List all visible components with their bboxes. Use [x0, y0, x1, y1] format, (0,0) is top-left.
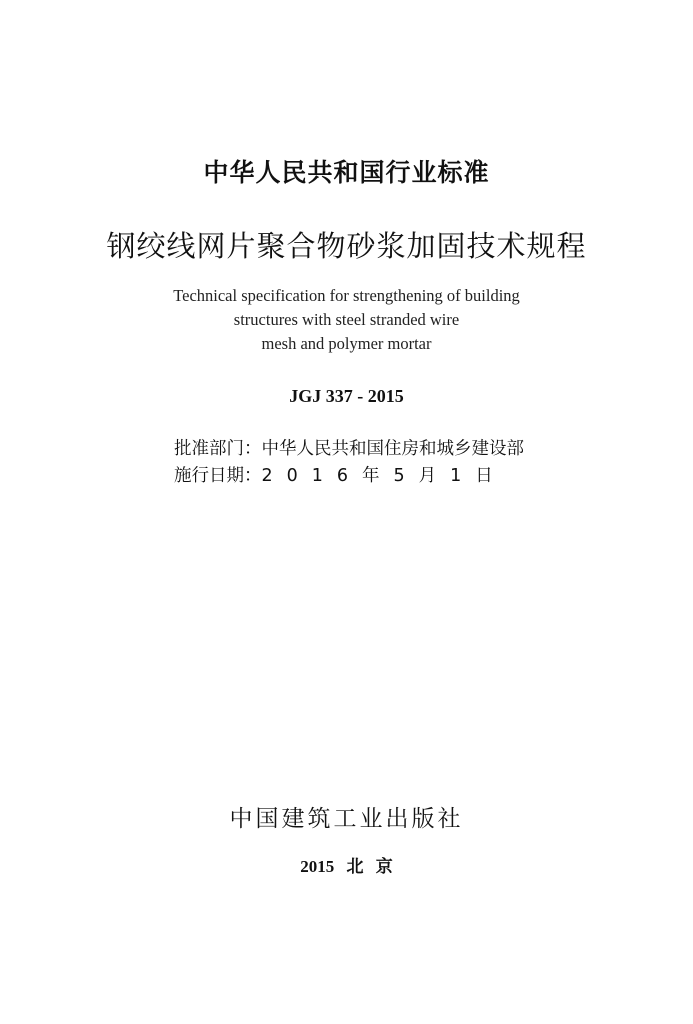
publish-place-year: 2015 北 京 — [300, 857, 393, 876]
english-title-line-3: mesh and polymer mortar — [261, 334, 432, 353]
standard-code: JGJ 337 - 2015 — [289, 386, 404, 406]
english-title — [0, 284, 693, 356]
approval-value: 中华人民共和国住房和城乡建设部 — [261, 439, 524, 459]
approval-department — [174, 435, 524, 460]
chinese-title: 钢绞线网片聚合物砂浆加固技术规程 — [106, 229, 587, 263]
english-title-line-2: structures with steel stranded wire — [233, 310, 460, 329]
effective-value: 2016年5月1日 — [261, 466, 507, 486]
publisher: 中国建筑工业出版社 — [229, 806, 464, 832]
effective-date — [174, 462, 507, 487]
english-title-line-1: Technical specification for strengthening of building — [173, 286, 520, 305]
approval-label: 批准部门： — [174, 439, 262, 459]
standard-type: 中华人民共和国行业标准 — [203, 158, 490, 187]
effective-label: 施行日期： — [174, 466, 262, 486]
